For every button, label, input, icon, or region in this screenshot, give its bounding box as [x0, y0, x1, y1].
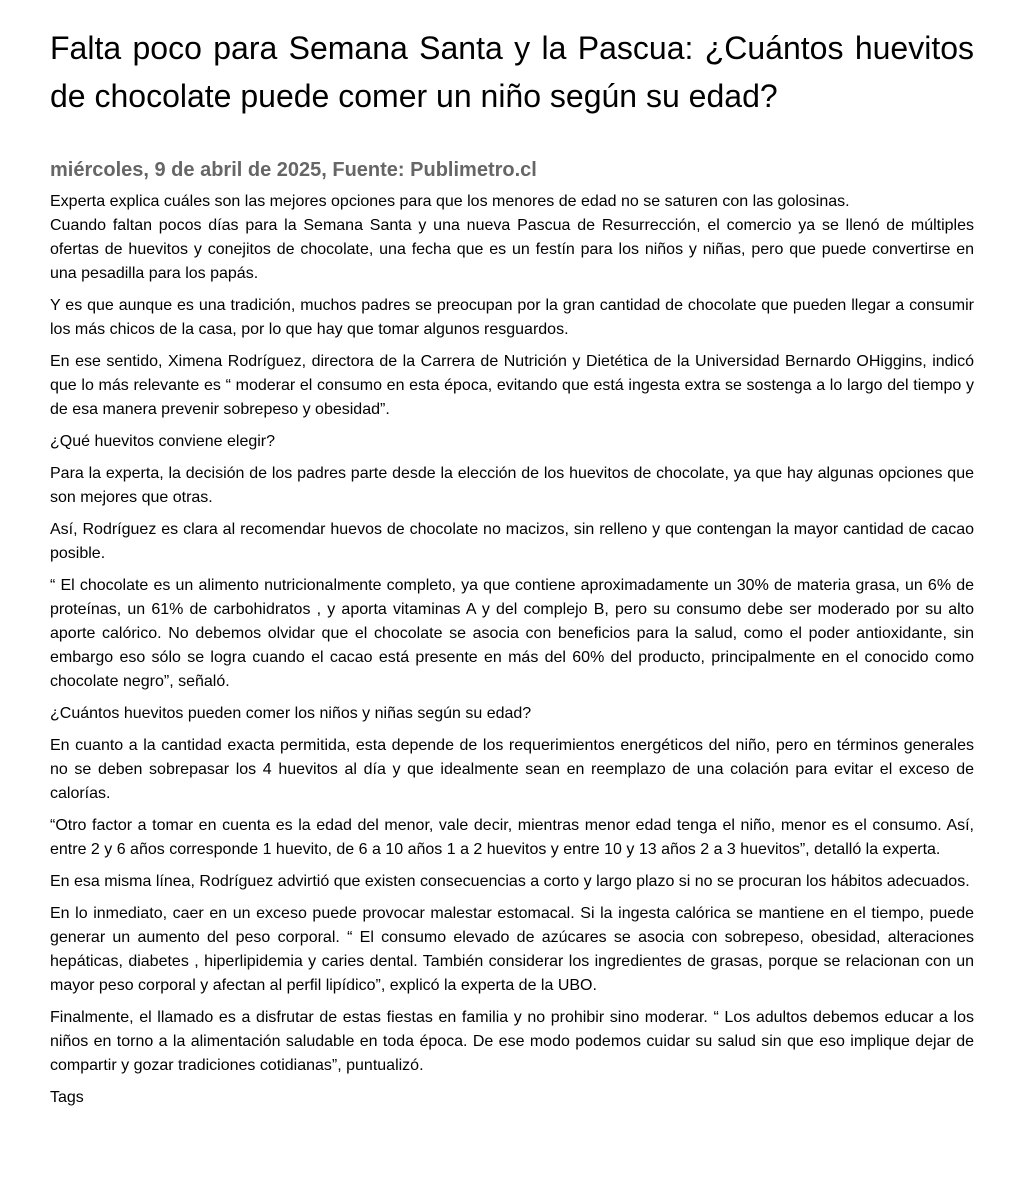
- article-paragraph: En lo inmediato, caer en un exceso puede provocar malestar estomacal. Si la ingesta calórica se mantiene en el tiempo, puede generar un aumento del peso corporal. “ El consumo elevado de azúcares se asocia con sobrepeso, obesidad, alteraciones hepáticas, diabetes , hiperlipidemia y caries dental. También considerar los ingredientes de grasas, porque se relacionan con un mayor peso corporal y afectan al perfil lipídico”, explicó la experta de la UBO.: [50, 905, 974, 994]
- article-paragraph: En ese sentido, Ximena Rodríguez, directora de la Carrera de Nutrición y Dietética de la Universidad Bernardo OHiggins, indicó que lo más relevante es “ moderar el consumo en esta época, evitando que está ingesta extra se sostenga a lo largo del tiempo y de esa manera prevenir sobrepeso y obesidad”.: [50, 353, 974, 418]
- article-paragraph: “ El chocolate es un alimento nutricionalmente completo, ya que contiene aproximadamente un 30% de materia grasa, un 6% de proteínas, un 61% de carbohidratos , y aporta vitaminas A y del complejo B, pero su consumo debe ser moderado por su alto aporte calórico. No debemos olvidar que el chocolate se asocia con beneficios para la salud, como el poder antioxidante, sin embargo eso sólo se logra cuando el cacao está presente en más del 60% del producto, principalmente en el conocido como chocolate negro”, señaló.: [50, 577, 974, 690]
- tags-label: Tags: [50, 1089, 84, 1106]
- article-paragraph: Y es que aunque es una tradición, muchos padres se preocupan por la gran cantidad de chocolate que pueden llegar a consumir los más chicos de la casa, por lo que hay que tomar algunos resguardos.: [50, 297, 974, 338]
- article-lead: Experta explica cuáles son las mejores opciones para que los menores de edad no se saturen con las golosinas.: [50, 193, 850, 210]
- article: [50, 24, 974, 1110]
- article-paragraph: Así, Rodríguez es clara al recomendar huevos de chocolate no macizos, sin relleno y que contengan la mayor cantidad de cacao posible.: [50, 521, 974, 562]
- article-paragraph: Finalmente, el llamado es a disfrutar de estas fiestas en familia y no prohibir sino moderar. “ Los adultos debemos educar a los niños en torno a la alimentación saludable en toda época. De ese modo podemos cuidar su salud sin que eso implique dejar de compartir y gozar tradiciones cotidianas”, puntualizó.: [50, 1009, 974, 1074]
- article-body: [50, 190, 974, 1078]
- article-title: Falta poco para Semana Santa y la Pascua: ¿Cuántos huevitos de chocolate puede comer un niño según su edad?: [50, 30, 974, 114]
- article-paragraph: En esa misma línea, Rodríguez advirtió que existen consecuencias a corto y largo plazo si no se procuran los hábitos adecuados.: [50, 873, 970, 890]
- article-paragraph: “Otro factor a tomar en cuenta es la edad del menor, vale decir, mientras menor edad tenga el niño, menor es el consumo. Así, entre 2 y 6 años corresponde 1 huevito, de 6 a 10 años 1 a 2 huevitos y entre 10 y 13 años 2 a 3 huevitos”, detalló la experta.: [50, 817, 974, 858]
- article-subheading: ¿Qué huevitos conviene elegir?: [50, 433, 276, 450]
- article-date-source: miércoles, 9 de abril de 2025, Fuente: Publimetro.cl: [50, 159, 537, 181]
- article-paragraph: Para la experta, la decisión de los padres parte desde la elección de los huevitos de chocolate, ya que hay algunas opciones que son mejores que otras.: [50, 465, 974, 506]
- article-subheading: ¿Cuántos huevitos pueden comer los niños y niñas según su edad?: [50, 705, 532, 722]
- article-paragraph: Cuando faltan pocos días para la Semana Santa y una nueva Pascua de Resurrección, el comercio ya se llenó de múltiples ofertas de huevitos y conejitos de chocolate, una fecha que es un festín para los niños y niñas, pero que puede convertirse en una pesadilla para los papás.: [50, 217, 974, 282]
- article-paragraph: En cuanto a la cantidad exacta permitida, esta depende de los requerimientos energéticos del niño, pero en términos generales no se deben sobrepasar los 4 huevitos al día y que idealmente sean en reemplazo de una colación para evitar el exceso de calorías.: [50, 737, 974, 802]
